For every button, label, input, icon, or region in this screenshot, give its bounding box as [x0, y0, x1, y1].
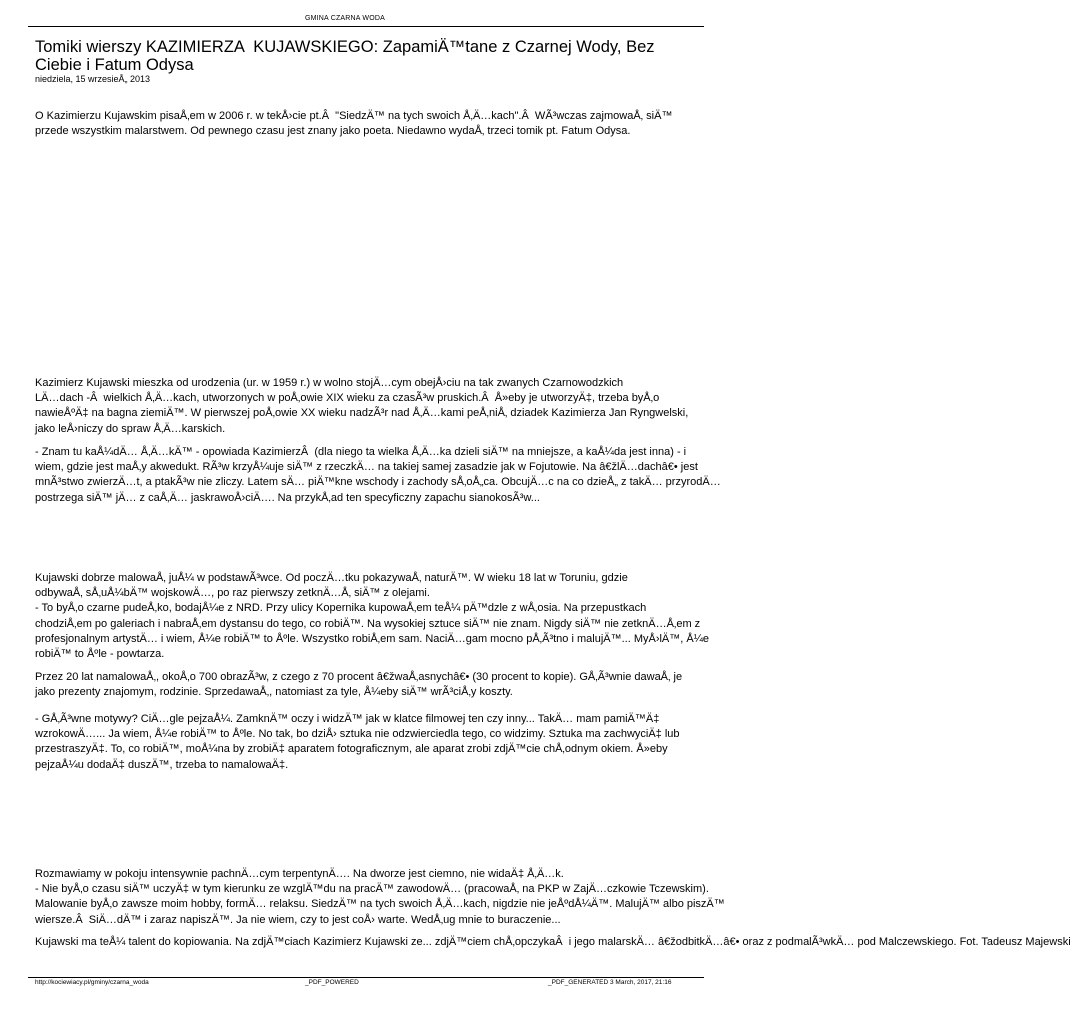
- article-date: niedziela, 15 wrzesieÅ„ 2013: [35, 74, 151, 84]
- paragraph-intro: O Kazimierzu Kujawskim pisaÅ‚em w 2006 r. w tekÅ›cie pt.Â "SiedzÄ™ na tych swoich Å‚Ä…kach".Â WÃ³wczas zajmowaÅ‚ siÄ™ przede wszystkim malarstwem. Od pewnego czasu jest znany jako poeta. Niedawno wydaÅ‚ trzeci tomik pt. Fatum Odysa.: [35, 110, 673, 138]
- footer-generated: _PDF_GENERATED 3 March, 2017, 21:16: [548, 979, 672, 986]
- article-title: Tomiki wierszy KAZIMIERZA KUJAWSKIEGO: ZapamiÄ™tane z Czarnej Wody, Bez Ciebie i Fatum Odysa: [35, 38, 655, 74]
- paragraph-motifs: - GÅ‚Ã³wne motywy? CiÄ…gle pejzaÅ¼. ZamknÄ™ oczy i widzÄ™ jak w klatce filmowej ten czy inny... TakÄ… mam pamiÄ™Ä‡ wzrokowÄ…... Ja wiem, Å¼e robiÄ™ to Åºle. No tak, bo dziÅ› sztuka nie odzwierciedla tego, co widzimy. Sztuka ma zachwyciÄ‡ lub przestraszyÄ‡. To, co robiÄ™, moÅ¼na by zrobiÄ‡ aparatem fotograficznym, ale aparat zrobi zdjÄ™cie chÅ‚odnym okiem. Å»eby pejzaÅ¼u dodaÄ‡ duszÄ™, trzeba to namalowaÄ‡.: [35, 713, 680, 771]
- footer-powered: _PDF_POWERED: [305, 979, 359, 986]
- page-header-site: GMINA CZARNA WODA: [304, 15, 386, 22]
- paragraph-biography: Kazimierz Kujawski mieszka od urodzenia (ur. w 1959 r.) w wolno stojÄ…cym obejÅ›ciu na tak zwanych Czarnowodzkich LÄ…dach -Â wielkich Å‚Ä…kach, utworzonych w poÅ‚owie XIX wieku za czasÃ³w pruskich.Â Å»eby je utworzyÄ‡, trzeba byÅ‚o nawieÅºÄ‡ na bagna ziemiÄ™. W pierwszej poÅ‚owie XX wieku nadzÃ³r nad Å‚Ä…kami peÅ‚niÅ‚ dziadek Kazimierza Jan Ryngwelski, jako leÅ›niczy do spraw Å‚Ä…karskich.: [35, 377, 689, 435]
- footer-url: http://kociewiacy.pl/gminy/czarna_woda: [35, 979, 149, 986]
- paragraph-meadows-quote: - Znam tu kaÅ¼dÄ… Å‚Ä…kÄ™ - opowiada KazimierzÂ (dla niego ta wielka Å‚Ä…ka dzieli siÄ™ na mniejsze, a kaÅ¼da jest inna) - i wiem, gdzie jest maÅ‚y akwedukt. RÃ³w krzyÅ¼uje siÄ™ z rzeczkÄ… na takiej samej zasadzie jak w Fojutowie. Na â€žlÄ…dachâ€• jest mnÃ³stwo zwierzÄ…t, a ptakÃ³w nie zliczy. Latem sÄ… piÄ™kne wschody i zachody sÅ‚oÅ„ca. ObcujÄ…c na co dzieÅ„ z takÄ… przyrodÄ… postrzega siÄ™ jÄ… z caÅ‚Ä… jaskrawoÅ›ciÄ…. Na przykÅ‚ad ten specyficzny zapachu sianokosÃ³w...: [35, 446, 721, 504]
- footer-divider: [28, 977, 704, 978]
- header-divider: [28, 26, 704, 27]
- paragraph-painting-beginnings: Kujawski dobrze malowaÅ‚ juÅ¼ w podstawÃ³wce. Od poczÄ…tku pokazywaÅ‚ naturÄ™. W wieku 18 lat w Toruniu, gdzie odbywaÅ‚ sÅ‚uÅ¼bÄ™ wojskowÄ…, po raz pierwszy zetknÄ…Å‚ siÄ™ z olejami. - To byÅ‚o czarne pudeÅ‚ko, bodajÅ¼e z NRD. Przy ulicy Kopernika kupowaÅ‚em teÅ¼ pÄ™dzle z wÅ‚osia. Na przepustkach chodziÅ‚em po galeriach i nabraÅ‚em dystansu do tego, co robiÄ™. Na wysokiej sztuce siÄ™ nie znam. Nigdy siÄ™ nie zetknÄ…Å‚em z profesjonalnym artystÄ… i wiem, Å¼e robiÄ™ to Åºle. Wszystko robiÅ‚em sam. NaciÄ…gam mocno pÅ‚Ã³tno i malujÄ™... MyÅ›lÄ™, Å¼e robiÄ™ to Åºle - powtarza.: [35, 572, 710, 661]
- paragraph-conversation: Rozmawiamy w pokoju intensywnie pachnÄ…cym terpentynÄ…. Na dworze jest ciemno, nie widaÄ‡ Å‚Ä…k. - Nie byÅ‚o czasu siÄ™ uczyÄ‡ w tym kierunku ze wzglÄ™du na pracÄ™ zawodowÄ… (pracowaÅ‚ na PKP w ZajÄ…czkowie Tczewskim). Malowanie byÅ‚o zawsze moim hobby, formÄ… relaksu. SiedzÄ™ na tych swoich Å‚Ä…kach, nigdzie nie jeÅºdÅ¼Ä™. MalujÄ™ albo piszÄ™ wiersze.Â SiÄ…dÄ™ i zaraz napiszÄ™. Ja nie wiem, czy to jest coÅ› warte. WedÅ‚ug mnie to buraczenie...: [35, 868, 725, 926]
- paragraph-paintings-count: Przez 20 lat namalowaÅ‚, okoÅ‚o 700 obrazÃ³w, z czego z 70 procent â€žwaÅ‚asnychâ€• (30 procent to kopie). GÅ‚Ã³wnie dawaÅ‚ je jako prezenty znajomym, rodzinie. SprzedawaÅ‚, natomiast za tyle, Å¼eby siÄ™ wrÃ³ciÅ‚y koszty.: [35, 671, 683, 699]
- paragraph-photo-caption: Kujawski ma teÅ¼ talent do kopiowania. Na zdjÄ™ciach Kazimierz Kujawski ze... zdjÄ™ciem chÅ‚opczykaÂ i jego malarskÄ… â€žodbitkÄ…â€• oraz z podmalÃ³wkÄ… pod Malczewskiego. Fot. Tadeusz Majewski: [35, 936, 1071, 948]
